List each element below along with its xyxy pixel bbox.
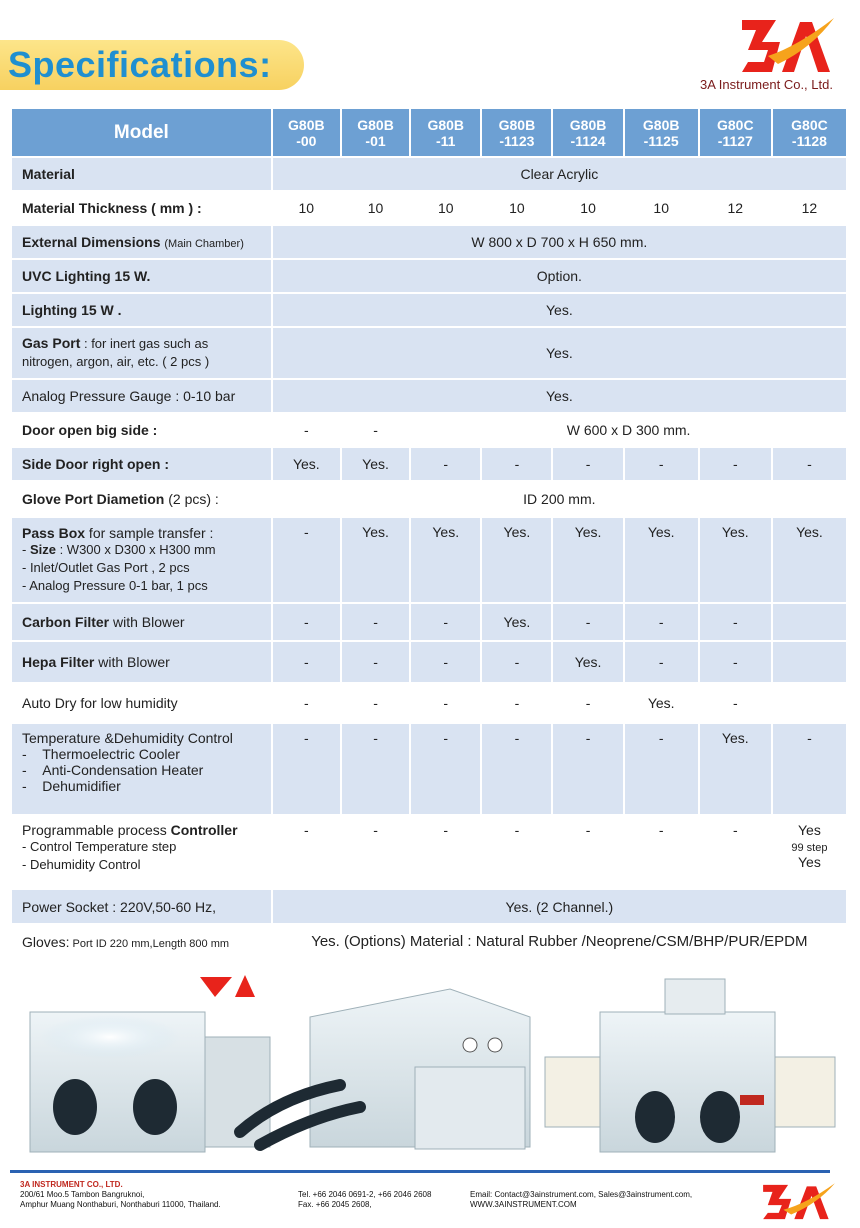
glovebox-photo-middle xyxy=(240,989,530,1149)
row-thickness: Material Thickness ( mm ) : 10 10 10 10 10 10 12 12 xyxy=(12,192,846,224)
footer-logo-icon xyxy=(760,1180,838,1224)
model-col-3: G80B -11 xyxy=(411,109,480,156)
page-title: Specifications: xyxy=(8,44,272,85)
row-side-door: Side Door right open : Yes. Yes. - - - - - - xyxy=(12,448,846,480)
header-row xyxy=(12,109,846,156)
row-power-socket: Power Socket : 220V,50-60 Hz, Yes. (2 Channel.) xyxy=(12,890,846,923)
row-programmable-controller: Programmable process Controller - Control Temperature step - Dehumidity Control - - - - - - - Yes 99 step Yes xyxy=(12,816,846,888)
row-temperature-control: Temperature &Dehumidity Control - Thermoelectric Cooler - Anti-Condensation Heater - Dehumidifier - - - - - - Yes. - xyxy=(12,724,846,814)
row-gloves: Gloves: Port ID 220 mm,Length 800 mm Yes. (Options) Material : Natural Rubber /Neoprene/CSM/BHP/PUR/EPDM xyxy=(12,925,846,958)
row-pressure-gauge: Analog Pressure Gauge : 0-10 bar Yes. xyxy=(12,380,846,412)
specifications-table xyxy=(10,107,848,960)
row-uvc: UVC Lighting 15 W. Option. xyxy=(12,260,846,292)
model-header: Model xyxy=(12,109,271,156)
row-auto-dry: Auto Dry for low humidity - - - - - Yes. - xyxy=(12,684,846,722)
model-col-6: G80B -1125 xyxy=(625,109,698,156)
glovebox-photo-left xyxy=(30,975,270,1152)
company-name: 3A Instrument Co., Ltd. xyxy=(700,77,833,92)
model-col-2: G80B -01 xyxy=(342,109,409,156)
row-glove-port: Glove Port Diametion (2 pcs) : ID 200 mm. xyxy=(12,482,846,516)
brand-logo-icon xyxy=(738,12,838,80)
footer-phone: Tel. +66 2046 0691-2, +66 2046 2608 Fax. +66 2045 2608, xyxy=(298,1190,432,1209)
row-pass-box: Pass Box for sample transfer : - Size : W300 x D300 x H300 mm - Inlet/Outlet Gas Port , 2 pcs - Analog Pressure 0-1 bar, 1 pcs - Yes. Yes. Yes. Yes. Yes. Yes. Yes. xyxy=(12,518,846,602)
model-col-7: G80C -1127 xyxy=(700,109,771,156)
row-carbon-filter: Carbon Filter with Blower - - - Yes. - - - xyxy=(12,604,846,640)
row-external-dimensions: External Dimensions (Main Chamber) W 800 x D 700 x H 650 mm. xyxy=(12,226,846,258)
row-lighting: Lighting 15 W . Yes. xyxy=(12,294,846,326)
row-door-big-side: Door open big side : - - W 600 x D 300 mm. xyxy=(12,414,846,446)
footer-address: 3A INSTRUMENT CO., LTD. 200/61 Moo.5 Tambon Bangruknoi, Amphur Muang Nonthaburi, Nonthaburi 11000, Thailand. xyxy=(20,1180,221,1209)
row-hepa-filter: Hepa Filter with Blower - - - - Yes. - - xyxy=(12,642,846,682)
footer-contact: Email: Contact@3ainstrument.com, Sales@3ainstrument.com, WWW.3AINSTRUMENT.COM xyxy=(470,1190,693,1209)
model-col-8: G80C -1128 xyxy=(773,109,846,156)
footer-divider xyxy=(10,1170,830,1173)
product-photos xyxy=(10,967,848,1167)
model-col-1: G80B -00 xyxy=(273,109,340,156)
row-gas-port: Gas Port : for inert gas such as nitrogen, argon, air, etc. ( 2 pcs ) Yes. xyxy=(12,328,846,378)
model-col-4: G80B -1123 xyxy=(482,109,551,156)
model-col-5: G80B -1124 xyxy=(553,109,622,156)
page-header xyxy=(0,0,860,105)
glovebox-photo-right xyxy=(545,979,835,1152)
row-material: Material Clear Acrylic xyxy=(12,158,846,190)
